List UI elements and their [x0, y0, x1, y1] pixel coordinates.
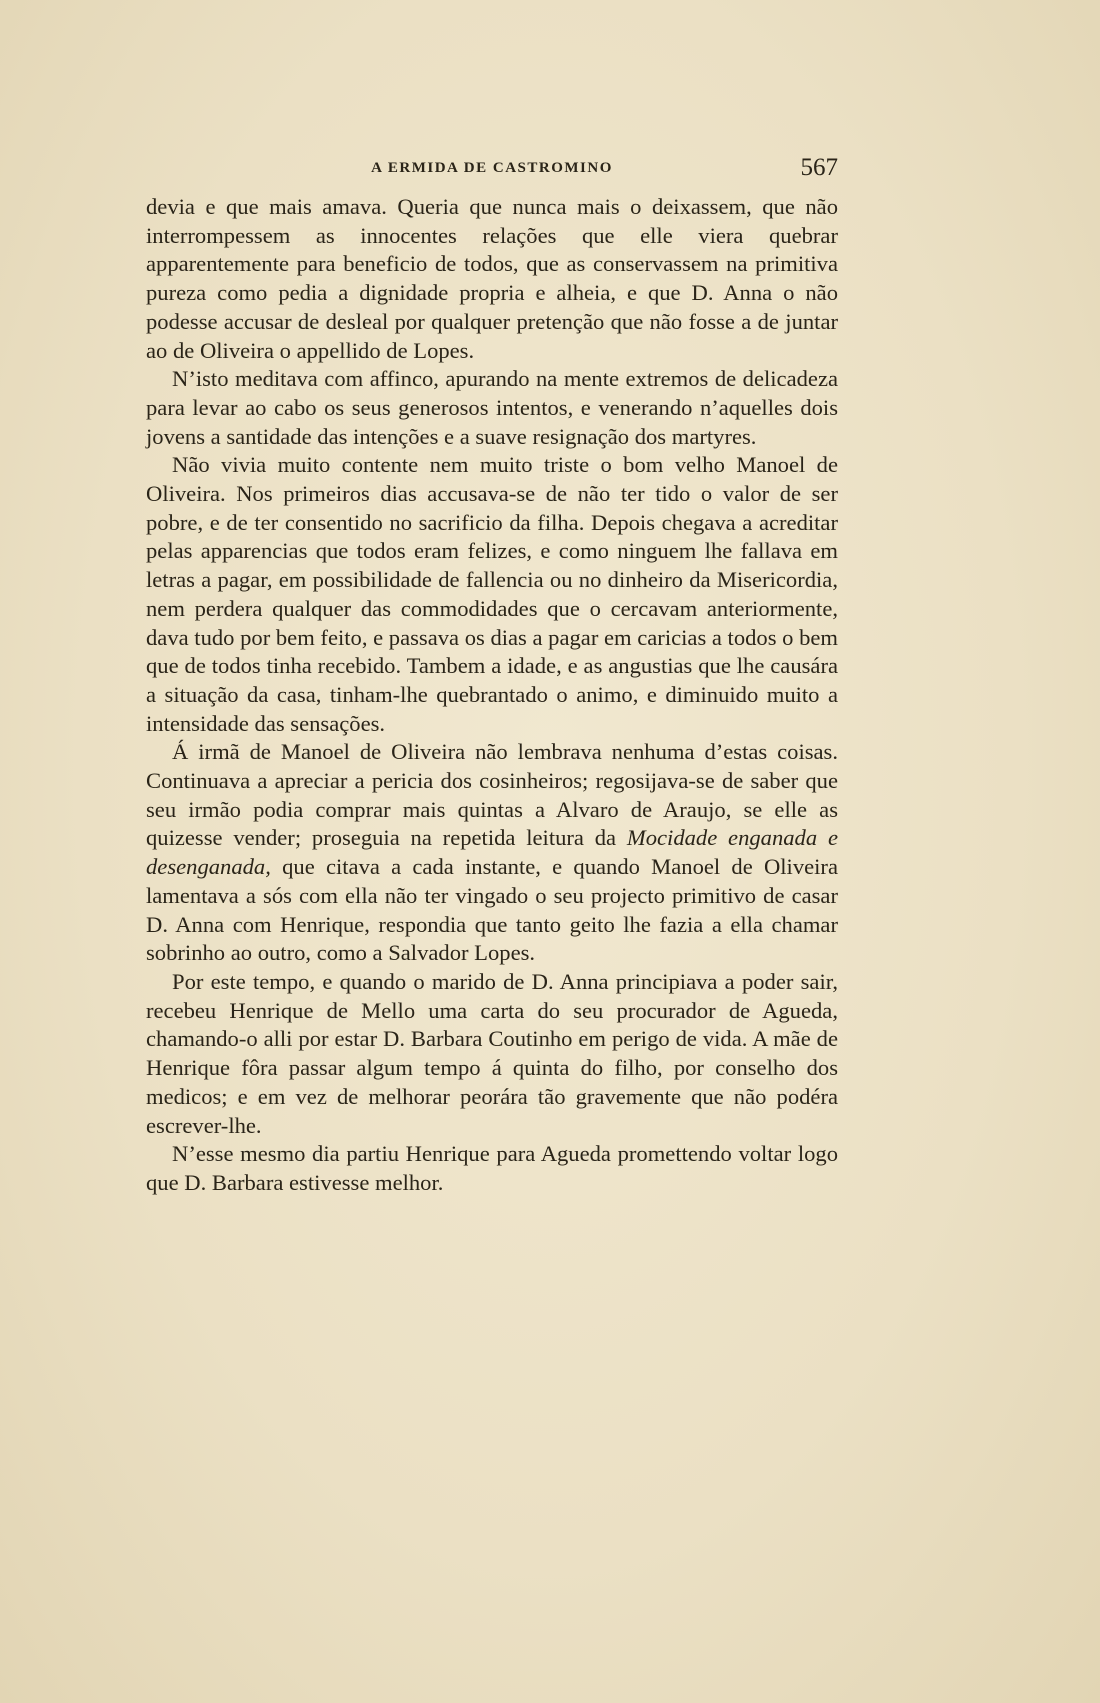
paragraph-6: N’esse mesmo dia partiu Henrique para Agueda promettendo voltar logo que D. Barbara estivesse melhor.	[146, 1141, 838, 1195]
book-title-italic: Mocidade enganada e desenganada,	[146, 825, 838, 880]
running-title: A ERMIDA DE CASTROMINO	[371, 160, 613, 176]
paragraph-3: Não vivia muito contente nem muito triste o bom velho Manoel de Oliveira. Nos primeiros dias accusava-se de não ter tido o valor de ser pobre, e de ter consentido no sacrificio da filha. Depois chegava a acreditar pelas apparencias que todos eram felizes, e como ninguem lhe fallava em letras a pagar, em possibilidade de fallencia ou no dinheiro da Misericordia, nem perdera qualquer das commodidades que o cercavam anteriormente, dava tudo por bem feito, e passava os dias a pagar em caricias a todos o bem que de todos tinha recebido. Tambem a idade, e as angustias que lhe causára a situação da casa, tinham-lhe quebrantado o animo, e diminuido muito a intensidade das sensações.	[146, 452, 839, 736]
paragraph-4-text-before: Á irmã de Manoel de Oliveira não lembrava nenhuma d’estas coisas. Continuava a apreciar a pericia dos cosinheiros; regosijava-se de saber que seu irmão podia comprar mais quintas a Alvaro de Araujo, se elle as quizesse vender; proseguia na repetida leitura da	[146, 739, 838, 851]
page-header	[146, 154, 838, 184]
paragraph-5: Por este tempo, e quando o marido de D. Anna principiava a poder sair, recebeu Henrique de Mello uma carta do seu procurador de Agueda, chamando-o alli por estar D. Barbara Coutinho em perigo de vida. A mãe de Henrique fôra passar algum tempo á quinta do filho, por conselho dos medicos; e em vez de melhorar peorára tão gravemente que não podéra escrever-lhe.	[146, 968, 838, 1138]
paragraph-1: devia e que mais amava. Queria que nunca mais o deixassem, que não interrompessem as innocentes relações que elle viera quebrar apparentemente para beneficio de todos, que as conservassem na primitiva pureza como pedia a dignidade propria e alheia, e que D. Anna o não podesse accusar de desleal por qualquer pretenção que não fosse a de juntar ao de Oliveira o appellido de Lopes.	[146, 194, 838, 363]
paragraph-4-text-after: que citava a cada instante, e quando Manoel de Oliveira lamentava a sós com ella não ter vingado o seu projecto primitivo de casar D. Anna com Henrique, respondia que tanto geito lhe fazia a ella chamar sobrinho ao outro, como a Salvador Lopes.	[146, 854, 838, 966]
paragraph-4	[146, 738, 838, 968]
body-text	[146, 193, 838, 1198]
page-number: 567	[800, 154, 838, 181]
paragraph-2: N’isto meditava com affinco, apurando na mente extremos de delicadeza para levar ao cabo os seus generosos intentos, e venerando n’aquelles dois jovens a santidade das intenções e a suave resignação dos martyres.	[146, 366, 838, 449]
